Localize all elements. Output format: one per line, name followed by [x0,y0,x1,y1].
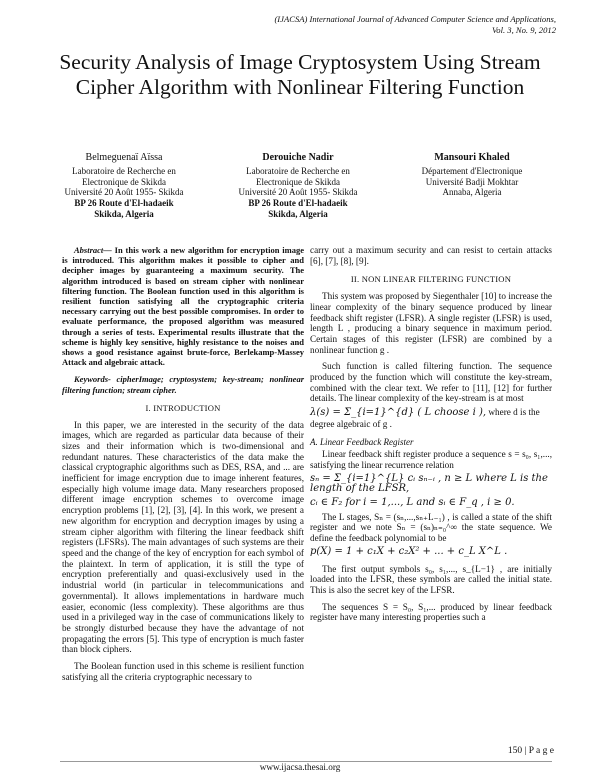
journal-header-line1: (IJACSA) International Journal of Advanced Computer Science and Applications, [274,14,556,24]
author-1-affil-2: Electronique de Skikda [82,176,166,187]
left-column [62,245,304,682]
author-block [36,153,566,225]
coefficient-equation: cᵢ ∈ F₂ for i = 1,..., L and sᵢ ∈ F_q , i ≥ 0. [310,497,515,509]
intro-paragraph-2: The Boolean function used in this scheme is resilient function satisfying all the criteria cryptographic necessary to [62,661,304,682]
recurrence-equation: sₙ = Σ_{i=1}^{L} cᵢ sₙ₋ᵢ , n ≥ L where L is the length of the LFSR, [310,472,548,495]
author-2-address-1: BP 26 Route d'El-hadaeik [248,198,348,209]
author-3-affil-1: Département d'Electronique [421,165,523,176]
author-1-address-2: Skikda, Algeria [94,208,154,219]
footer-url: www.ijacsa.thesai.org [259,762,341,772]
subsection-title: A. Linear Feedback Register [310,436,414,447]
author-3-name: Mansouri Khaled [434,152,510,163]
feedback-polynomial-equation: p(X) = 1 + c₁X + c₂X² + ... + c_L X^L . [310,545,508,557]
section-2-paragraph-2: Such function is called filtering function. The sequence produced by the function which will constitute the key-stream, combined with the clear text. We refer to [11], [12] for further details. The linear complexity of the key-stream is at most [310,361,552,404]
author-1-affil-3: Université 20 Août 1955- Skikda [64,187,184,198]
author-1-name: Belmeguenaï Aïssa [85,152,163,163]
author-2-address-2: Skikda, Algeria [268,208,328,219]
author-1 [36,153,212,220]
author-3-affil-2: Université Badji Mokhtar [425,176,519,187]
journal-header-line2: Vol. 3, No. 9, 2012 [492,24,556,35]
author-3-affil-3: Annaba, Algeria [442,187,502,198]
right-column [310,245,552,623]
author-2-affil-1: Laboratoire de Recherche en [246,165,350,176]
abstract [62,245,304,367]
author-2 [210,153,386,220]
page-number: 150 | P a g e [507,746,554,756]
abstract-text: In this work a new algorithm for encryption image is introduced. This algorithm makes it possible to cipher and decipher images by guaranteeing a maximum security. The algorithm introduced is based on stream cipher with nonlinear filtering function. The Boolean function used in this algorithm is resilient function satisfying all the cryptographic criteria necessary carrying out the best possible compromises. In order to evaluate performance, the proposed algorithm was measured through a series of tests. Experimental results illustrate that the scheme is highly key sensitive, highly resistance to the noises and shows a good resistance against brute-force, Berlekamp-Massey Attack and algebraic attack. [62,245,304,368]
lfsr-paragraph-3: The first output symbols s₀, s₁,..., s_{L−1} , are initially loaded into the LFSR, these symbols are called the initial state. This is also the secret key of the LFSR. [310,563,552,595]
section-2-paragraph-1: This system was proposed by Siegenthaler [10] to increase the linear complexity of the binary sequence produced by linear feedback shift register (LFSR). A single register (LFSR) is used, length L , producing a binary sequence in maximum period. Certain stages of this register (LFSR) are combined by a nonlinear function g . [310,291,552,355]
author-2-affil-3: Université 20 Août 1955- Skikda [238,187,358,198]
continued-paragraph: carry out a maximum security and can resist to certain attacks [6], [7], [8], [9]. [310,245,552,266]
author-1-affil-1: Laboratoire de Recherche en [72,165,176,176]
equation-1: λ(s) = Σ_{i=1}^{d} ( L choose i ), [310,407,487,419]
author-1-address-1: BP 26 Route d'El-hadaeik [74,198,174,209]
section-1-title: I. INTRODUCTION [145,402,221,413]
paper-title: Security Analysis of Image Cryptosystem Using Stream Cipher Algorithm with Nonlinear Filtering Function [59,50,541,99]
lfsr-paragraph-1: Linear feedback shift register produce a sequence s = s₀, s₁,..., satisfying the linear recurrence relation [310,449,552,470]
author-2-name: Derouiche Nadir [262,152,334,163]
lfsr-paragraph-4: The sequences S = S₀, S₁,... produced by linear feedback register have many interesting properties such a [310,601,552,623]
intro-paragraph-1: In this paper, we are interested in the security of the data images, which are regarded as particular data because of their sizes and their information which is two-dimensional and redundant natures. These characteristics of the data make the classical cryptographic algorithms such as DES, RSA, and ... are inefficient for image encryption due to image inherent features, especially high volume image data. Many researchers proposed different image encryption schemes to overcome image encryption problems [1], [2], [3], [4]. In this work, we present a new algorithm for encryption and decryption images by using a stream cipher algorithm with filtering the linear feedback shift registers (LFSRs). The main advantages of such systems are their speed and the change of the key of encryption for each symbol of the plaintext. In term of application, it is still the type of encryption preferentially and quasi-exclusively used in the industrial world (in particular in telecommunications and governmental). It allows implementations in hardware much easier, economic (less complexity). These algorithms are thus used in a privileged way in the case of communications likely to be strongly disturbed because they have the advantage of not propagating the errors [5]. This type of encryption is much faster than block ciphers. [62,419,304,655]
author-3 [384,153,560,198]
author-2-affil-2: Electronique de Skikda [256,176,340,187]
section-2-title: II. NON LINEAR FILTERING FUNCTION [350,274,512,285]
equation-1-tail: where d is the degree algebraic of g . [310,407,540,429]
journal-header [274,14,556,35]
linear-complexity-equation [310,407,552,430]
lfsr-paragraph-2: The L stages, Sₙ = (sₙ,...,sₙ₊L₋₁) , is called a state of the shift register and we note Sₙ = (sₙ)ₙ₌₀^∞ the state sequence. We define the feedback polynomial to be [310,511,552,544]
abstract-label: Abstract— [74,245,112,255]
keywords: Keywords- cipherImage; cryptosystem; key-stream; nonlinear filtering function; stream cipher. [62,374,304,395]
